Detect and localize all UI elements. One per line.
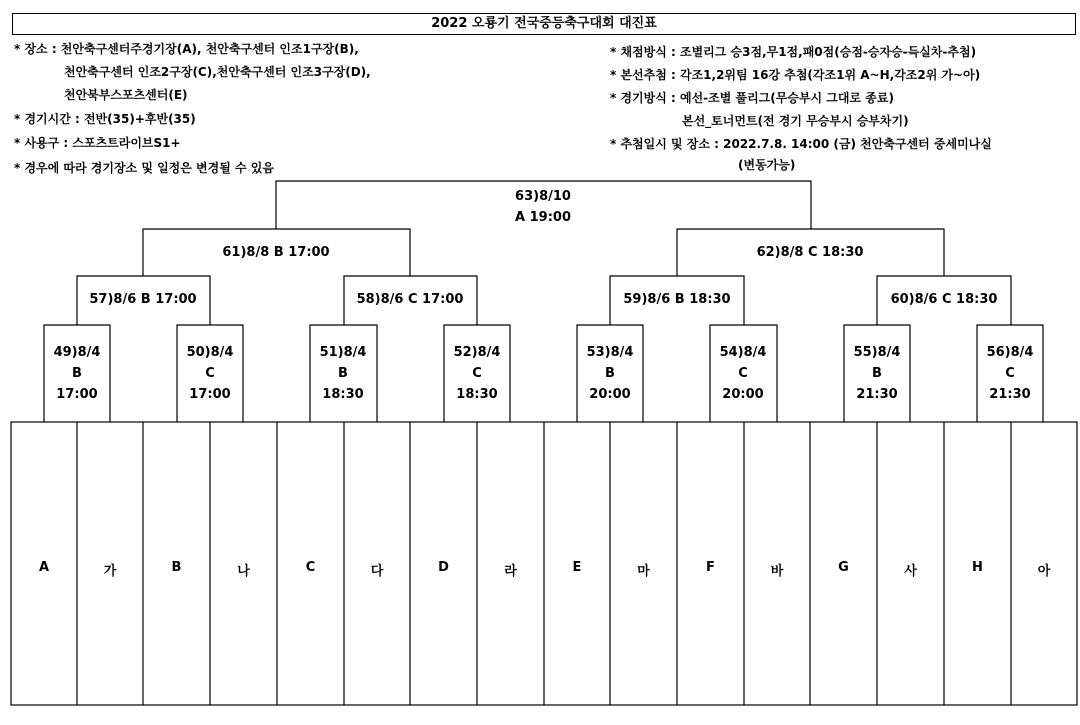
r16-match-52 <box>437 342 517 405</box>
r16-match-number: 52)8/4 <box>453 345 501 360</box>
final-match-number: 63)8/10 <box>515 189 571 204</box>
quarter-60-label: 60)8/6 C 18:30 <box>890 292 998 307</box>
r16-match-number: 49)8/4 <box>53 345 101 360</box>
note-draw: * 본선추첨 : 각조1,2위팀 16강 추첨(각조1위 A~H,각조2위 가~아) <box>610 68 981 82</box>
r16-match-51 <box>303 342 383 405</box>
r16-match-time: 20:00 <box>722 387 764 402</box>
semi-61-label: 61)8/8 B 17:00 <box>222 245 330 260</box>
r16-match-number: 51)8/4 <box>319 345 367 360</box>
quarter-58-label: 58)8/6 C 17:00 <box>356 292 464 307</box>
r16-match-53 <box>570 342 650 405</box>
note-draw-date-cont: (변동가능) <box>738 158 796 172</box>
r16-match-field: C <box>472 366 482 381</box>
r16-match-field: B <box>338 366 348 381</box>
r16-match-number: 53)8/4 <box>586 345 634 360</box>
quarter-57-label: 57)8/6 B 17:00 <box>89 292 197 307</box>
r16-match-field: B <box>605 366 615 381</box>
r16-match-number: 54)8/4 <box>719 345 767 360</box>
r16-match-field: C <box>738 366 748 381</box>
team-slot-ba: 바 <box>770 564 784 579</box>
final-match <box>493 186 593 228</box>
r16-match-time: 17:00 <box>56 387 98 402</box>
r16-match-number: 55)8/4 <box>853 345 901 360</box>
r16-match-time: 17:00 <box>189 387 231 402</box>
r16-match-number: 56)8/4 <box>986 345 1034 360</box>
note-venue-cont-1: 천안축구센터 인조2구장(C),천안축구센터 인조3구장(D), <box>64 65 371 79</box>
r16-match-49 <box>37 342 117 405</box>
r16-match-54 <box>703 342 783 405</box>
r16-match-56 <box>970 342 1050 405</box>
team-slot-ra: 라 <box>504 564 517 579</box>
r16-match-55 <box>837 342 917 405</box>
team-slot-H: H <box>972 560 983 575</box>
team-slot-a: 아 <box>1037 564 1051 579</box>
team-slot-na: 나 <box>237 564 250 579</box>
final-match-field-time: A 19:00 <box>515 210 571 225</box>
team-slot-sa: 사 <box>904 564 917 579</box>
r16-match-50 <box>170 342 250 405</box>
r16-match-time: 21:30 <box>856 387 898 402</box>
team-slot-E: E <box>572 560 582 575</box>
r16-match-field: C <box>1005 366 1015 381</box>
note-schedule-change: * 경우에 따라 경기장소 및 일정은 변경될 수 있음 <box>14 161 274 175</box>
r16-match-time: 21:30 <box>989 387 1031 402</box>
r16-match-time: 20:00 <box>589 387 631 402</box>
note-format-cont: 본선_토너먼트(전 경기 무승부시 승부차기) <box>682 114 909 128</box>
team-slot-da: 다 <box>370 564 384 579</box>
team-slot-A: A <box>38 560 50 575</box>
r16-match-time: 18:30 <box>322 387 364 402</box>
r16-match-time: 18:30 <box>456 387 498 402</box>
semi-62-label: 62)8/8 C 18:30 <box>756 245 864 260</box>
quarter-59-label: 59)8/6 B 18:30 <box>623 292 731 307</box>
note-draw-date: * 추첨일시 및 장소 : 2022.7.8. 14:00 (금) 천안축구센터 중세미나실 <box>610 137 992 151</box>
team-slot-G: G <box>838 560 849 575</box>
team-slot-ga: 가 <box>103 564 117 579</box>
note-venue-cont-2: 천안북부스포츠센터(E) <box>64 88 188 102</box>
team-slot-ma: 마 <box>637 564 650 579</box>
r16-match-field: B <box>872 366 882 381</box>
note-match-time: * 경기시간 : 전반(35)+후반(35) <box>14 112 196 126</box>
r16-match-field: B <box>72 366 82 381</box>
note-format: * 경기방식 : 예선-조별 풀리그(무승부시 그대로 종료) <box>610 91 894 105</box>
team-slot-F: F <box>706 560 715 575</box>
note-venue: * 장소 : 천안축구센터주경기장(A), 천안축구센터 인조1구장(B), <box>14 42 359 56</box>
team-slot-D: D <box>438 560 449 575</box>
note-scoring: * 채점방식 : 조별리그 승3점,무1점,패0점(승점-승자승-득실차-추첨) <box>610 45 977 59</box>
bracket-title: 2022 오룡기 전국중등축구대회 대진표 <box>12 13 1076 35</box>
r16-match-number: 50)8/4 <box>186 345 234 360</box>
r16-match-field: C <box>205 366 215 381</box>
note-ball: * 사용구 : 스포츠트라이브S1+ <box>14 136 181 150</box>
team-slot-C: C <box>305 560 316 575</box>
team-slot-B: B <box>171 560 182 575</box>
